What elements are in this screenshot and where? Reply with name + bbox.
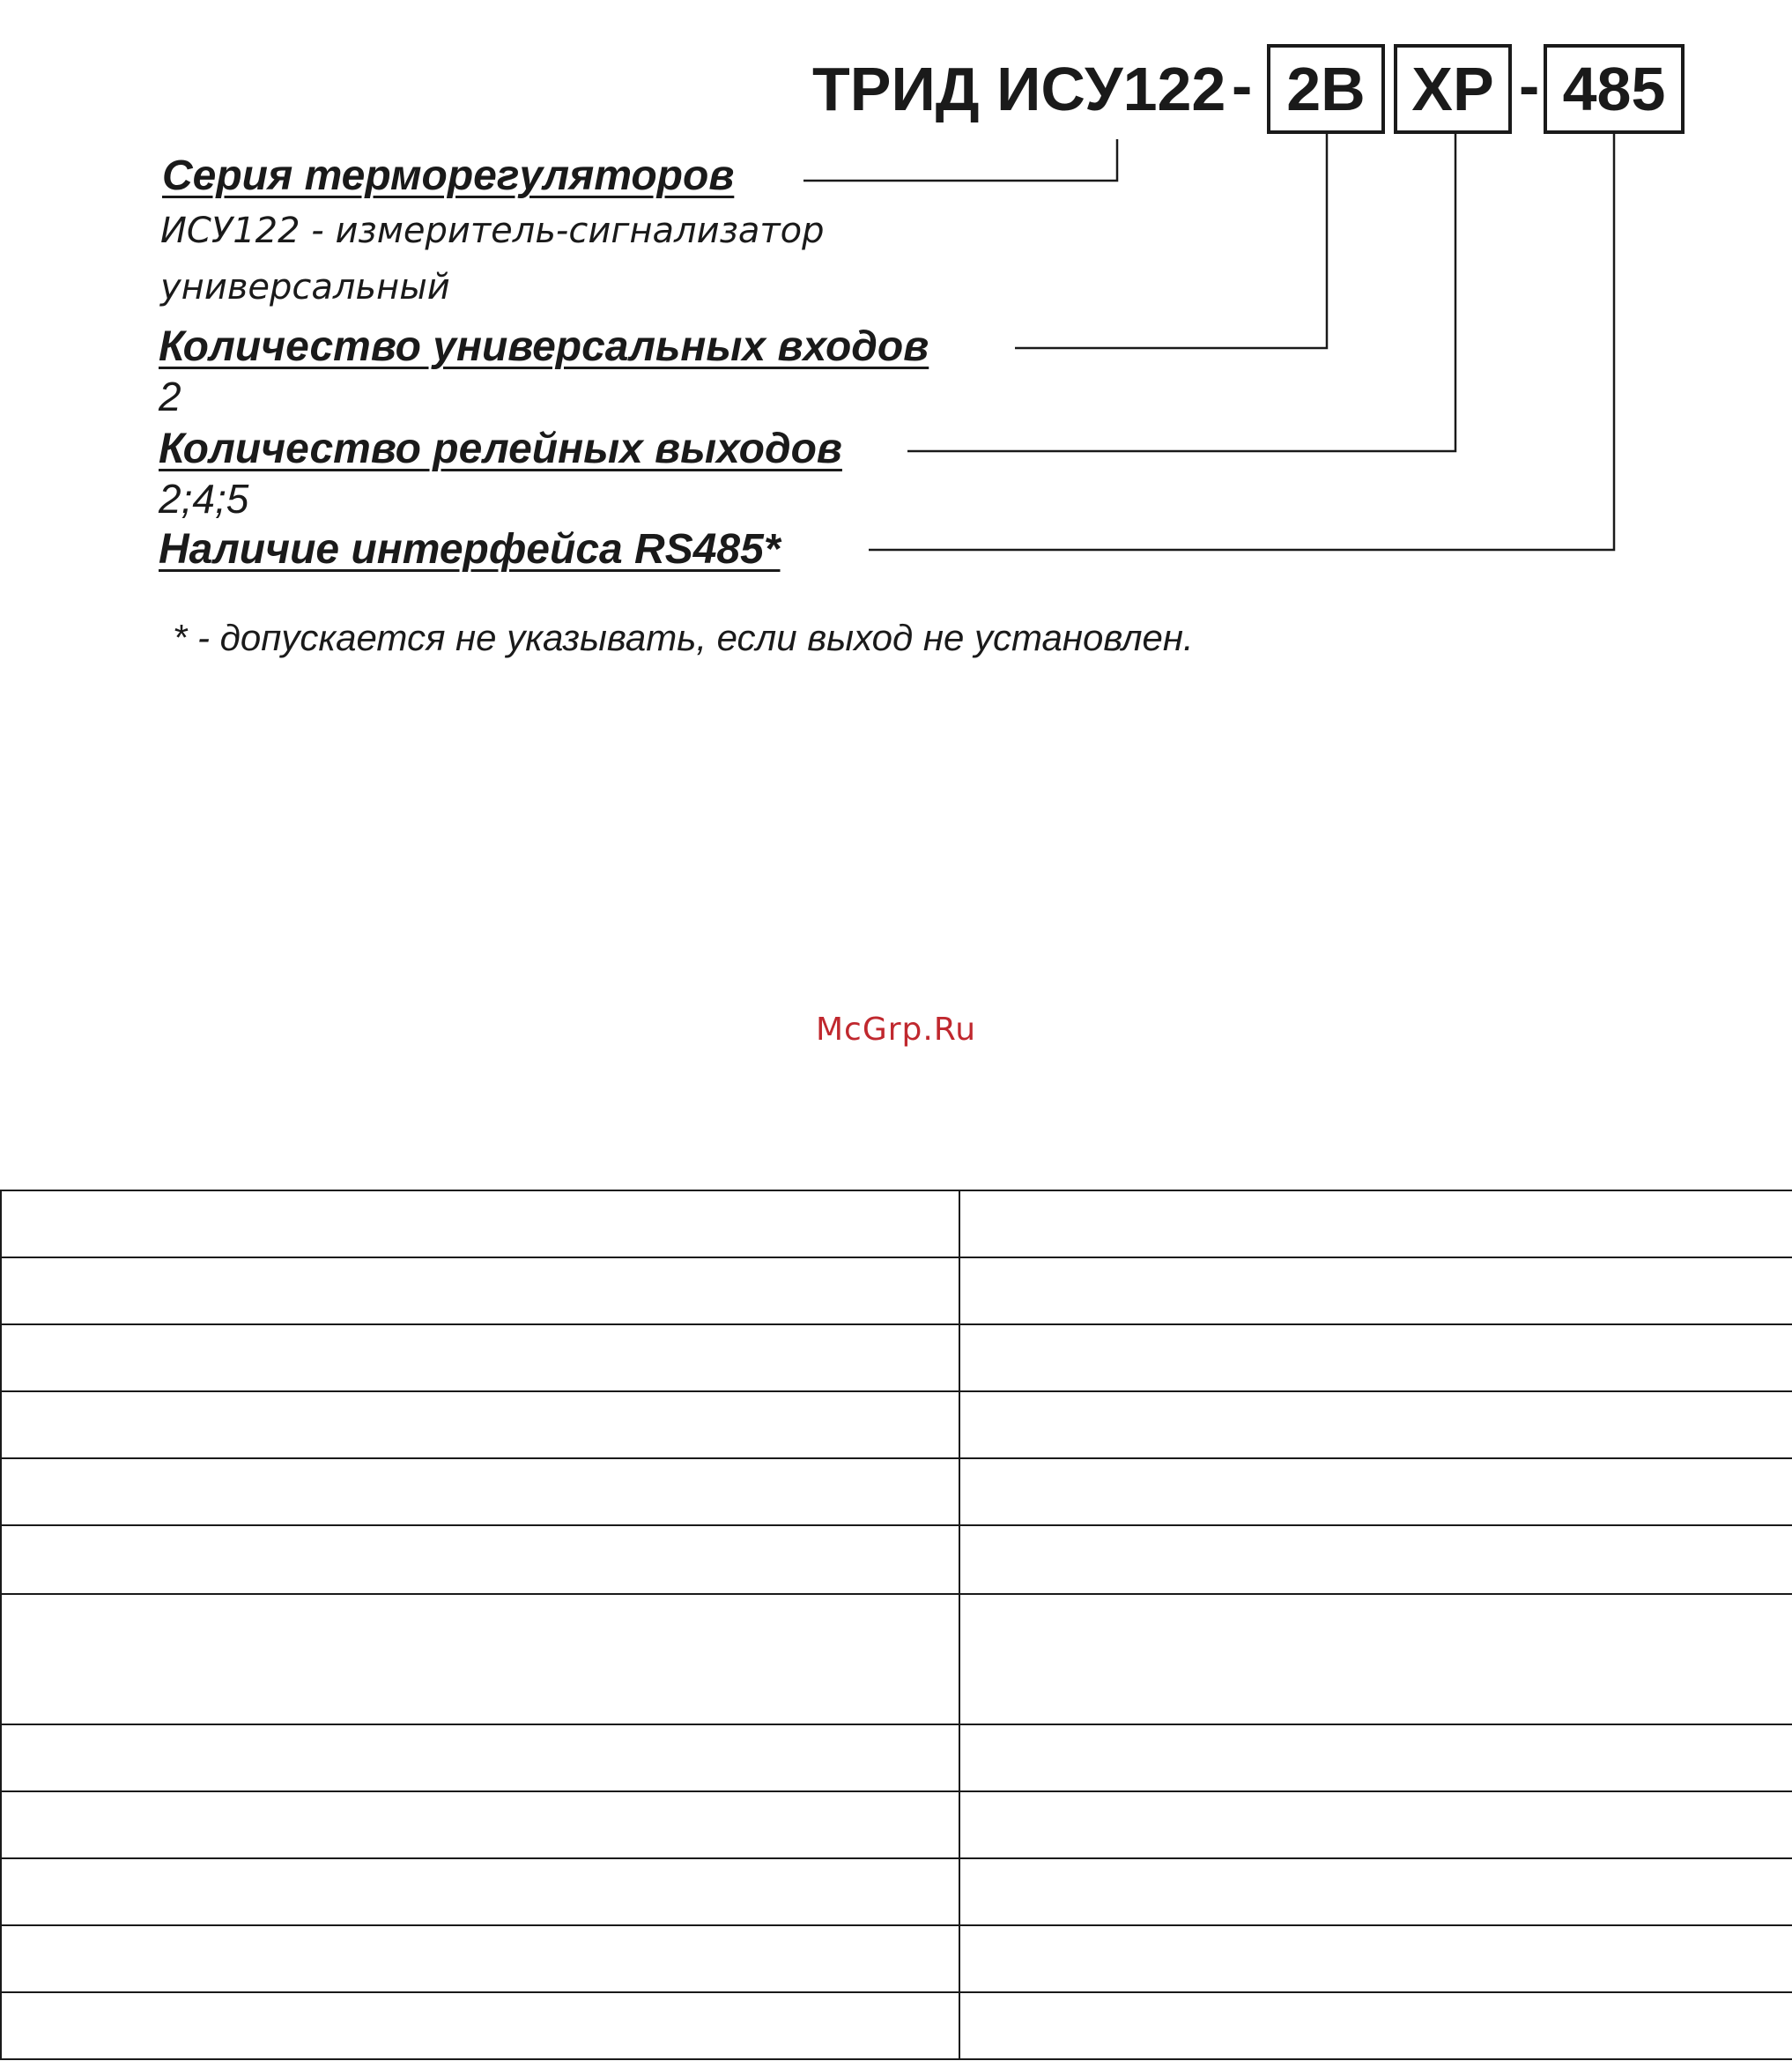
table-cell bbox=[959, 1391, 1792, 1458]
table-cell bbox=[959, 1724, 1792, 1791]
field-outputs-label: Количество релейных выходов bbox=[159, 426, 842, 472]
table-cell bbox=[959, 1791, 1792, 1858]
table-cell bbox=[959, 1992, 1792, 2059]
table-cell bbox=[959, 1858, 1792, 1925]
table-cell bbox=[1, 1594, 959, 1724]
table-cell bbox=[1, 1858, 959, 1925]
table-cell bbox=[959, 1525, 1792, 1594]
blank-table-body bbox=[1, 1190, 1792, 2059]
table-cell bbox=[1, 1324, 959, 1391]
table-cell bbox=[959, 1458, 1792, 1525]
table-row bbox=[1, 1858, 1792, 1925]
code-box-outputs: ХР bbox=[1394, 44, 1512, 134]
table-cell bbox=[1, 1190, 959, 1257]
table-cell bbox=[959, 1190, 1792, 1257]
leader-line-series bbox=[803, 139, 1117, 181]
ordering-code-prefix: ТРИД ИСУ122 bbox=[812, 55, 1226, 123]
leader-line-inputs bbox=[1015, 134, 1327, 348]
table-row bbox=[1, 1391, 1792, 1458]
table-row bbox=[1, 1724, 1792, 1791]
table-cell bbox=[959, 1925, 1792, 1992]
table-row bbox=[1, 1594, 1792, 1724]
table-cell bbox=[959, 1594, 1792, 1724]
table-row bbox=[1, 1925, 1792, 1992]
table-cell bbox=[959, 1324, 1792, 1391]
code-box-inputs: 2В bbox=[1267, 44, 1385, 134]
field-series-desc-1: ИСУ122 - измеритель-сигнализатор bbox=[160, 211, 825, 251]
table-cell bbox=[1, 1992, 959, 2059]
footnote: * - допускается не указывать, если выход не установлен. bbox=[173, 617, 1194, 658]
field-interface-label: Наличие интерфейса RS485* bbox=[159, 526, 781, 573]
field-series-label: Серия терморегуляторов bbox=[162, 152, 735, 199]
table-row bbox=[1, 1791, 1792, 1858]
field-inputs-value: 2 bbox=[159, 374, 181, 419]
table-cell bbox=[1, 1724, 959, 1791]
field-inputs-label: Количество универсальных входов bbox=[159, 323, 929, 370]
code-separator-2: - bbox=[1519, 51, 1540, 120]
field-outputs-value: 2;4;5 bbox=[159, 476, 249, 522]
table-row bbox=[1, 1190, 1792, 1257]
table-cell bbox=[1, 1257, 959, 1324]
blank-table bbox=[0, 1190, 1792, 2060]
table-cell bbox=[1, 1391, 959, 1458]
table-cell bbox=[1, 1791, 959, 1858]
field-series-desc-2: универсальный bbox=[160, 267, 450, 308]
table-cell bbox=[1, 1525, 959, 1594]
leader-line-outputs bbox=[907, 134, 1455, 451]
table-row bbox=[1, 1257, 1792, 1324]
leader-line-interface bbox=[869, 134, 1614, 550]
table-cell bbox=[1, 1458, 959, 1525]
table-cell bbox=[959, 1257, 1792, 1324]
table-row bbox=[1, 1324, 1792, 1391]
table-row bbox=[1, 1525, 1792, 1594]
table-row bbox=[1, 1992, 1792, 2059]
watermark: McGrp.Ru bbox=[815, 1012, 977, 1048]
table-row bbox=[1, 1458, 1792, 1525]
code-box-interface: 485 bbox=[1544, 44, 1685, 134]
code-separator: - bbox=[1232, 51, 1253, 120]
table-cell bbox=[1, 1925, 959, 1992]
